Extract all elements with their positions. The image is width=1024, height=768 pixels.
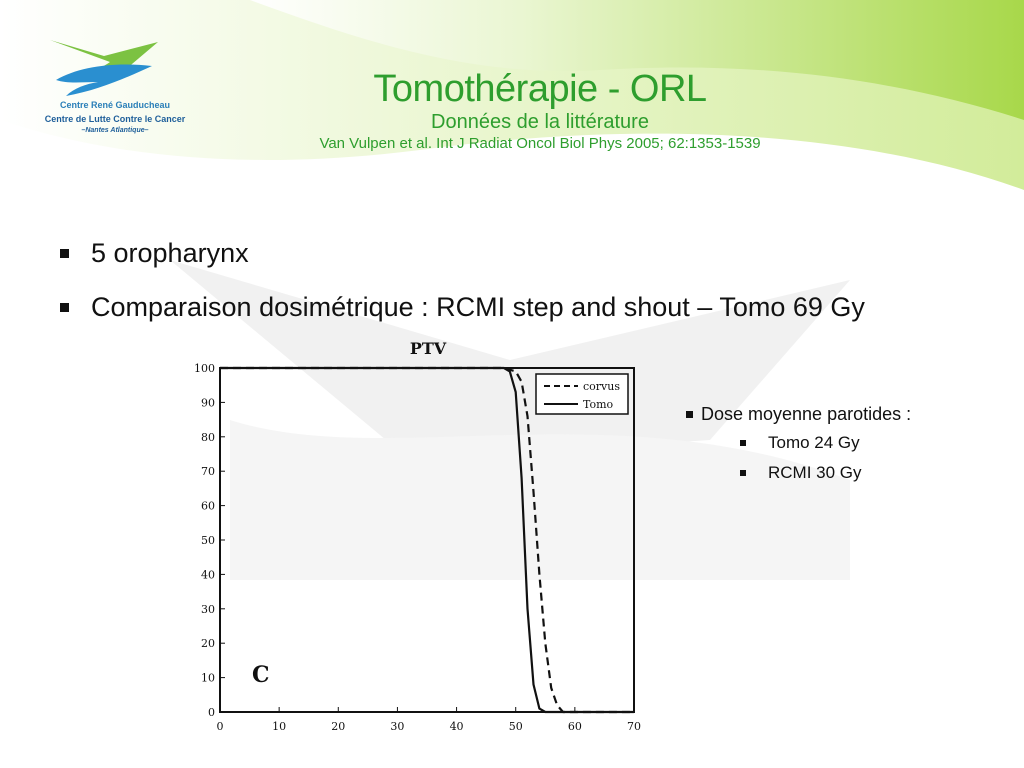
x-tick-label: 50: [508, 720, 523, 733]
bullet-square-icon: [686, 411, 693, 418]
y-tick-label: 40: [201, 568, 215, 582]
x-tick-label: 40: [449, 720, 464, 733]
x-tick-label: 10: [272, 720, 287, 733]
x-tick-label: 0: [216, 720, 224, 733]
bullet-item: [60, 226, 1000, 280]
note-subitem: [740, 458, 986, 488]
bullet-square-icon: [60, 249, 69, 258]
bullet-item: [60, 280, 1000, 334]
bullet-text: Comparaison dosimétrique : RCMI step and shout – Tomo 69 Gy: [91, 291, 865, 322]
y-tick-label: 100: [194, 362, 215, 375]
literature-reference: Van Vulpen et al. Int J Radiat Oncol Biol Phys 2005; 62:1353-1539: [319, 135, 761, 152]
legend-label-tomo: Tomo: [583, 398, 614, 411]
y-tick-label: 80: [201, 430, 215, 444]
x-tick-label: 70: [627, 720, 641, 733]
y-tick-label: 60: [201, 499, 215, 513]
page-subtitle: Données de la littérature: [431, 111, 649, 133]
note-subitem-text: RCMI 30 Gy: [768, 463, 862, 482]
dvh-chart: [186, 336, 656, 746]
logo-city: –Nantes Atlantique–: [81, 127, 149, 134]
bullet-square-icon: [60, 303, 69, 312]
logo-name: Centre René Gauducheau: [59, 100, 171, 110]
side-notes: [686, 400, 986, 488]
main-bullet-list: [60, 226, 1000, 334]
y-tick-label: 20: [201, 637, 215, 651]
x-tick-label: 20: [331, 720, 346, 733]
y-tick-label: 50: [201, 534, 215, 547]
plot-frame: [220, 368, 634, 712]
bullet-text: 5 oropharynx: [91, 237, 249, 268]
chart-title: PTV: [409, 339, 447, 358]
y-tick-label: 0: [208, 706, 215, 719]
y-tick-label: 70: [201, 465, 215, 479]
page-title: Tomothérapie - ORL: [373, 68, 707, 110]
bullet-square-icon: [740, 470, 746, 476]
title-block: [230, 68, 850, 154]
series-line-tomo: [220, 368, 634, 712]
y-tick-label: 90: [201, 396, 215, 410]
note-heading-item: [686, 400, 986, 428]
x-tick-label: 60: [567, 720, 582, 733]
note-subitem-text: Tomo 24 Gy: [768, 433, 860, 452]
logo-org: Centre de Lutte Contre le Cancer: [44, 114, 186, 124]
y-tick-label: 30: [201, 602, 215, 616]
note-heading: Dose moyenne parotides :: [701, 403, 912, 424]
logo: [30, 36, 200, 146]
chart-legend: [536, 374, 628, 414]
note-subitem: [740, 428, 986, 458]
legend-label-corvus: corvus: [583, 380, 620, 393]
logo-bird-icon: [46, 36, 161, 98]
x-tick-label: 30: [390, 720, 405, 733]
series-line-corvus: [220, 368, 634, 712]
panel-label: C: [252, 662, 270, 688]
y-tick-label: 10: [201, 671, 215, 685]
bullet-square-icon: [740, 440, 746, 446]
